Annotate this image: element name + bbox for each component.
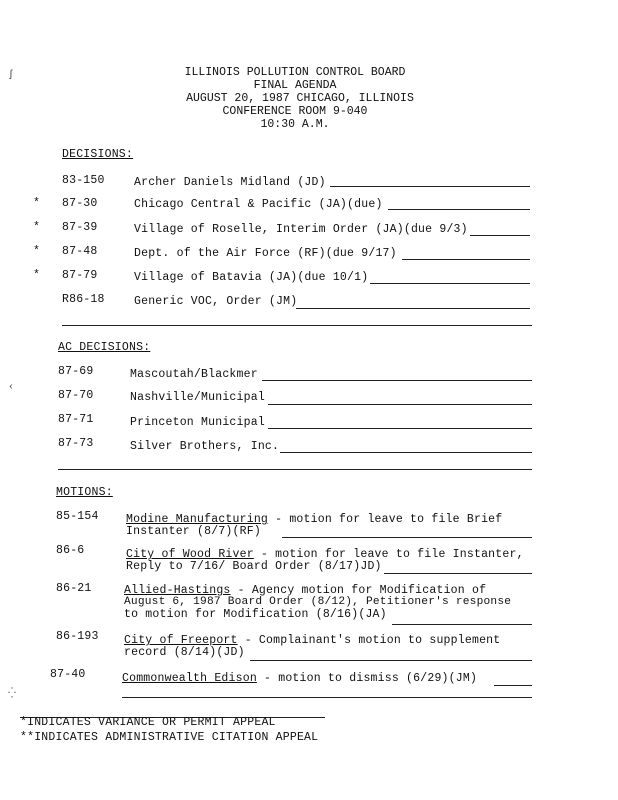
motion-description: - motion for leave to file Instanter, bbox=[253, 548, 524, 561]
meeting-date-location: AUGUST 20, 1987 CHICAGO, ILLINOIS bbox=[186, 92, 414, 105]
meeting-room: CONFERENCE ROOM 9-040 bbox=[222, 105, 368, 118]
docket-number: 87-71 bbox=[58, 413, 94, 426]
signature-line bbox=[58, 469, 532, 470]
signature-line bbox=[280, 452, 532, 453]
docket-number: 87-73 bbox=[58, 437, 94, 450]
decision-text: Dept. of the Air Force (RF)(due 9/17) bbox=[134, 247, 397, 260]
decision-text: Village of Roselle, Interim Order (JA)(due 9/3) bbox=[134, 223, 468, 236]
board-name: ILLINOIS POLLUTION CONTROL BOARD bbox=[184, 66, 406, 79]
citation-footnote: **INDICATES ADMINISTRATIVE CITATION APPEAL bbox=[20, 731, 319, 744]
scan-mark: ⁛ bbox=[8, 689, 16, 700]
docket-number: 87-30 bbox=[62, 197, 98, 210]
ac-decision-text: Mascoutah/Blackmer bbox=[130, 368, 258, 381]
variance-marker: * bbox=[33, 245, 40, 258]
signature-line bbox=[330, 186, 530, 187]
motion-text-cont: Reply to 7/16/ Board Order (8/17)JD) bbox=[126, 560, 382, 573]
scan-mark: ‹ bbox=[8, 382, 15, 393]
decision-text: Chicago Central & Pacific (JA)(due) bbox=[134, 198, 383, 211]
docket-number: 86-6 bbox=[56, 544, 85, 557]
motions-heading: MOTIONS: bbox=[56, 486, 113, 499]
signature-line bbox=[296, 308, 530, 309]
ac-decision-text: Princeton Municipal bbox=[130, 416, 265, 429]
ac-decision-text: Nashville/Municipal bbox=[130, 391, 265, 404]
motion-text-cont: record (8/14)(JD) bbox=[124, 646, 245, 659]
motion-text-cont: Instanter (8/7)(RF) bbox=[126, 525, 261, 538]
agenda-title: FINAL AGENDA bbox=[253, 79, 337, 92]
docket-number: R86-18 bbox=[62, 293, 105, 306]
motion-text bbox=[122, 672, 477, 685]
party-name: Commonwealth Edison bbox=[122, 672, 257, 685]
signature-line bbox=[402, 259, 530, 260]
docket-number: 87-48 bbox=[62, 245, 98, 258]
docket-number: 87-69 bbox=[58, 365, 94, 378]
signature-line bbox=[250, 660, 532, 661]
decision-text: Generic VOC, Order (JM) bbox=[134, 295, 298, 308]
docket-number: 85-154 bbox=[56, 510, 99, 523]
party-name: Allied-Hastings bbox=[124, 584, 231, 597]
signature-line bbox=[122, 697, 532, 698]
signature-line bbox=[388, 209, 530, 210]
party-name: Modine Manufacturing bbox=[126, 513, 269, 526]
motion-description: - motion to dismiss (6/29)(JM) bbox=[256, 672, 478, 685]
decisions-heading: DECISIONS: bbox=[62, 148, 134, 161]
motion-description: - motion for leave to file Brief bbox=[268, 513, 503, 526]
signature-line bbox=[268, 428, 532, 429]
variance-marker: * bbox=[33, 197, 40, 210]
signature-line bbox=[262, 380, 532, 381]
signature-line bbox=[282, 537, 532, 538]
docket-number: 86-21 bbox=[56, 582, 92, 595]
signature-line bbox=[370, 283, 530, 284]
party-name: City of Freeport bbox=[124, 634, 238, 647]
signature-line bbox=[470, 235, 530, 236]
decision-text: Archer Daniels Midland (JD) bbox=[134, 176, 326, 189]
docket-number: 87-39 bbox=[62, 221, 98, 234]
motion-description: - Agency motion for Modification of bbox=[230, 584, 487, 597]
docket-number: 86-193 bbox=[56, 630, 99, 643]
motion-text-cont: to motion for Modification (8/16)(JA) bbox=[124, 608, 387, 621]
signature-line bbox=[62, 325, 532, 326]
docket-number: 87-40 bbox=[50, 668, 86, 681]
signature-line bbox=[268, 404, 532, 405]
signature-line bbox=[494, 685, 532, 686]
decision-text: Village of Batavia (JA)(due 10/1) bbox=[134, 271, 369, 284]
motion-text-cont: August 6, 1987 Board Order (8/12), Petitioner's response bbox=[124, 596, 512, 608]
docket-number: 87-70 bbox=[58, 389, 94, 402]
variance-marker: * bbox=[33, 269, 40, 282]
ac-decision-text: Silver Brothers, Inc. bbox=[130, 440, 280, 453]
variance-marker: * bbox=[33, 221, 40, 234]
docket-number: 83-150 bbox=[62, 174, 105, 187]
ac-decisions-heading: AC DECISIONS: bbox=[58, 341, 151, 354]
docket-number: 87-79 bbox=[62, 269, 98, 282]
variance-footnote: *INDICATES VARIANCE OR PERMIT APPEAL bbox=[20, 716, 276, 729]
signature-line bbox=[384, 573, 532, 574]
scan-mark: ʃ bbox=[8, 70, 15, 81]
signature-line bbox=[392, 624, 532, 625]
motion-description: - Complainant's motion to supplement bbox=[237, 634, 501, 647]
meeting-time: 10:30 A.M. bbox=[260, 118, 330, 131]
party-name: City of Wood River bbox=[126, 548, 254, 561]
